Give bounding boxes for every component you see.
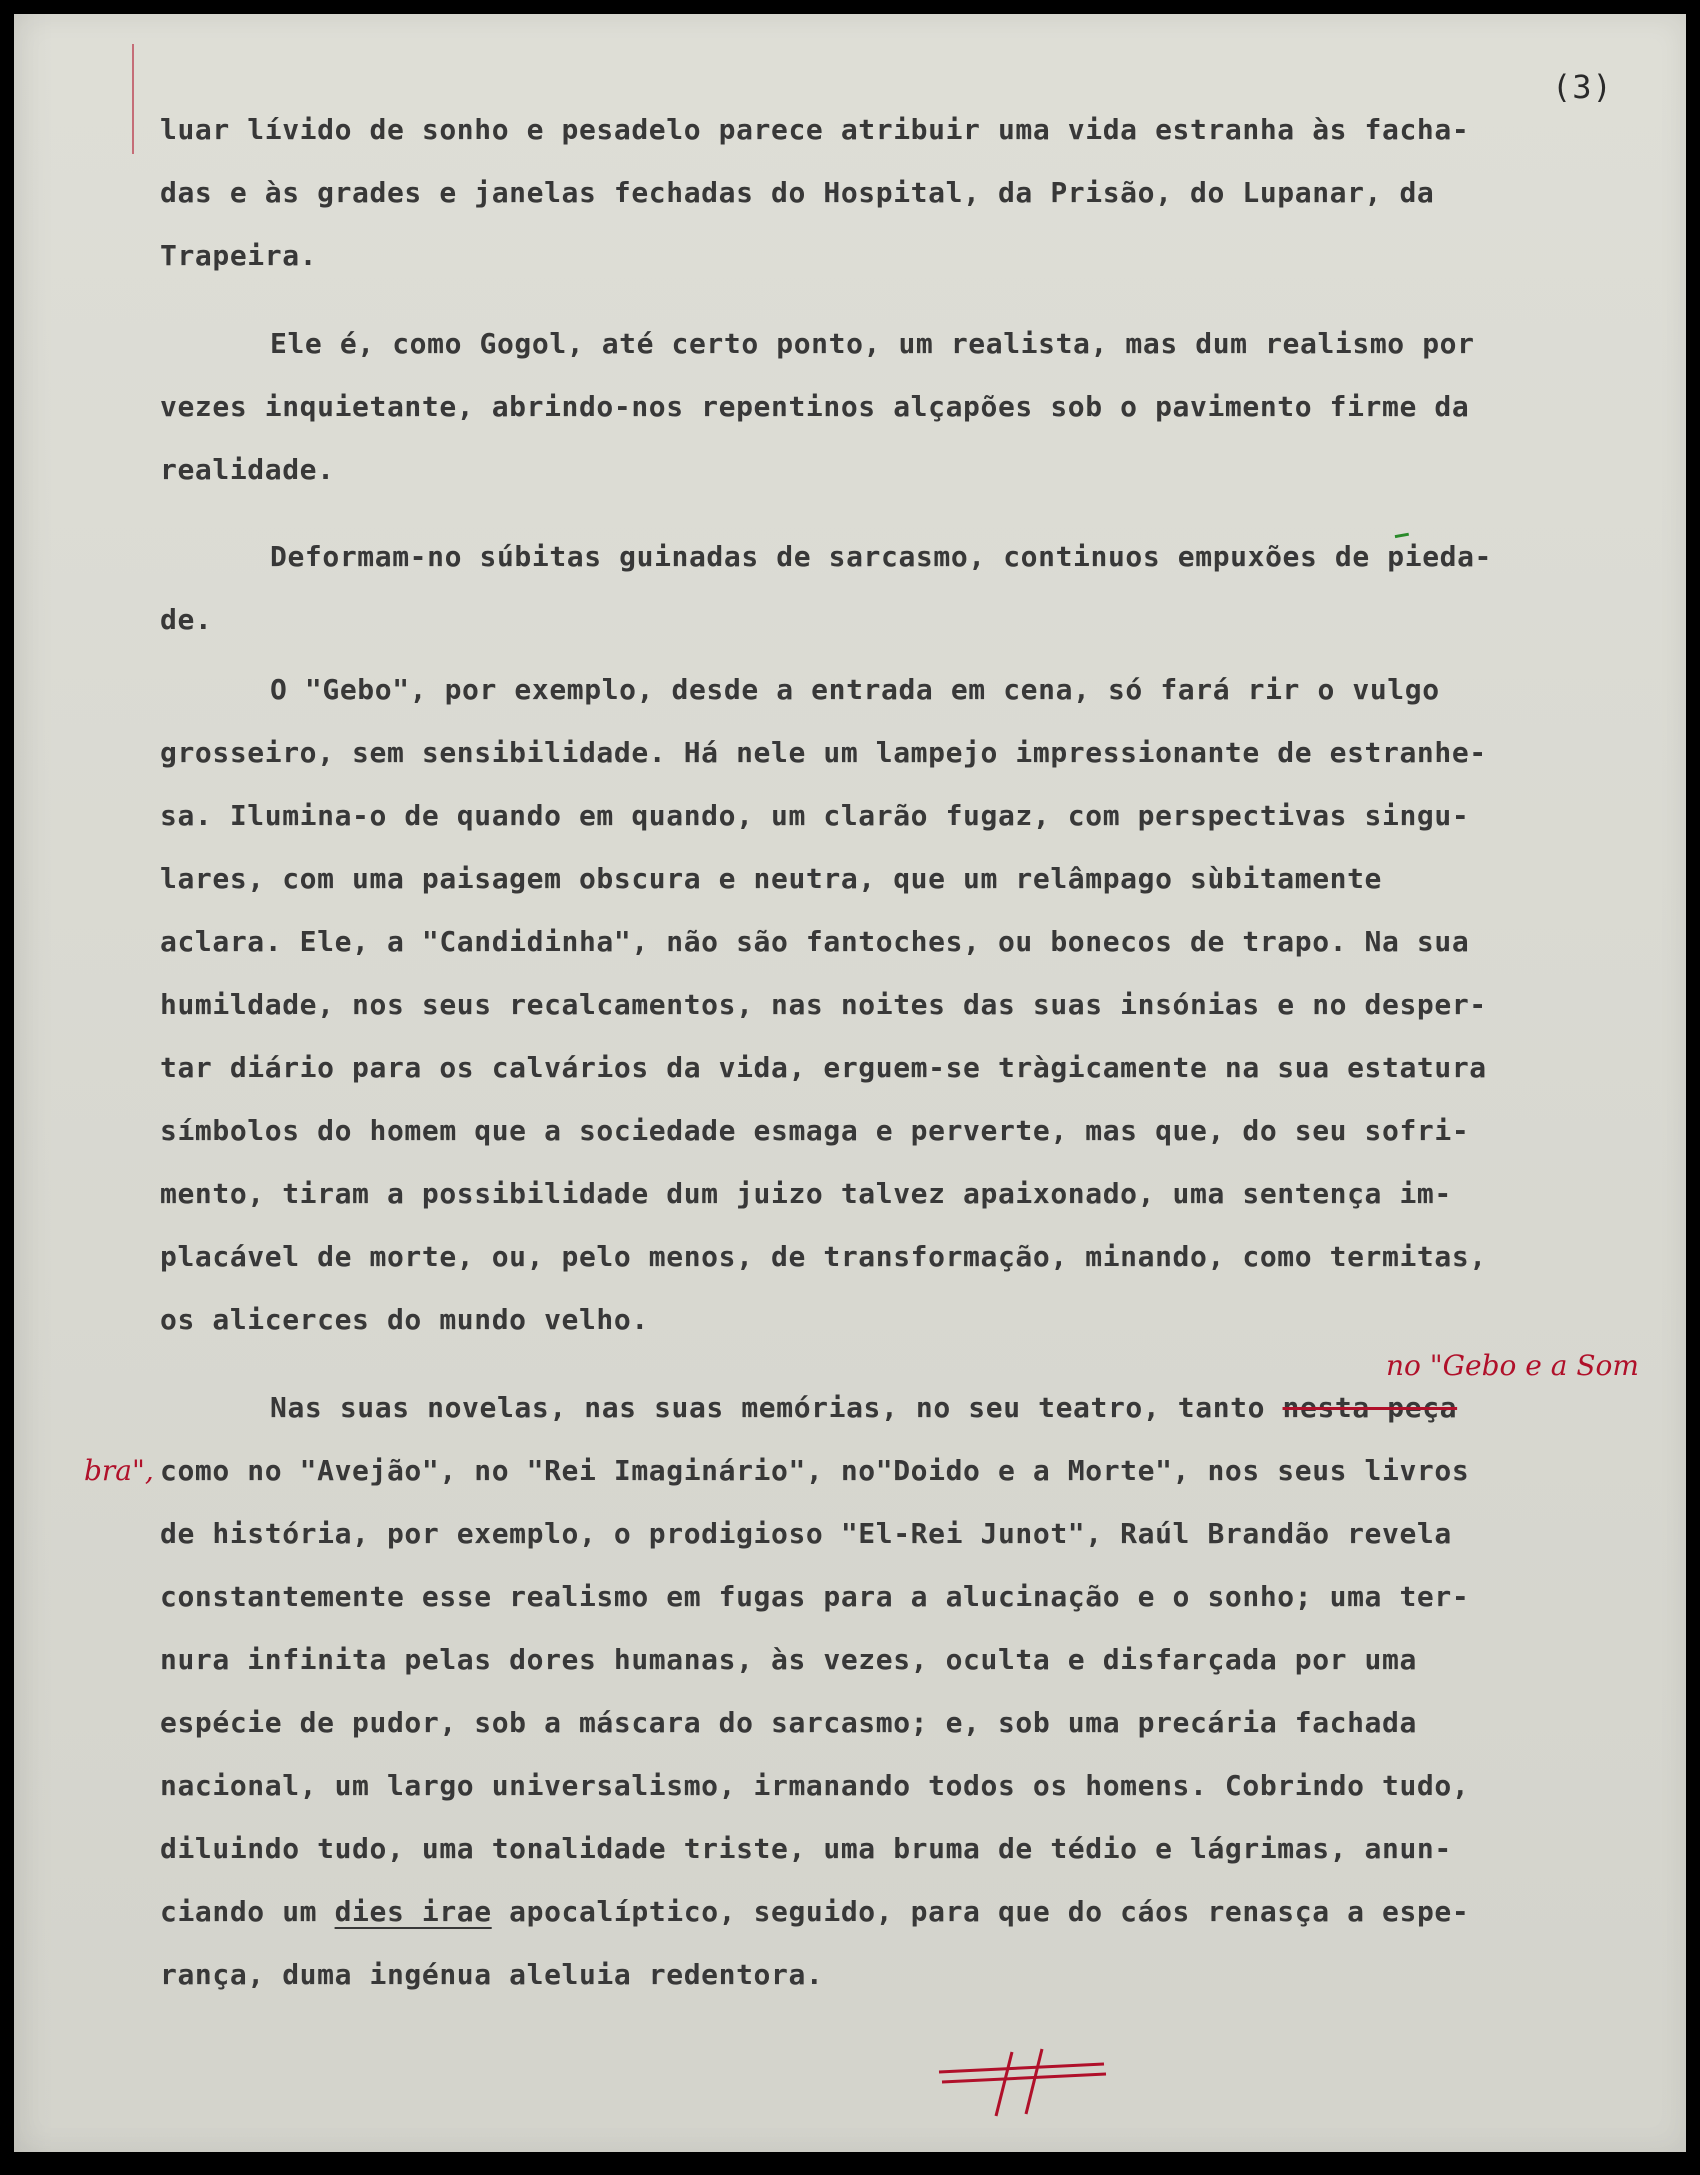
text-line-16: símbolos do homem que a sociedade esmaga e perverte, mas que, do seu sofri-: [160, 1114, 1470, 1147]
text-line-27: diluindo tudo, uma tonalidade triste, uma bruma de tédio e lágrimas, anun-: [160, 1832, 1452, 1865]
text-line-29: rança, duma ingénua aleluia redentora.: [160, 1958, 824, 1991]
text-line-9: O "Gebo", por exemplo, desde a entrada em cena, só fará rir o vulgo: [270, 673, 1440, 706]
text-line-28: [160, 1892, 1469, 1932]
text-line-7: Deformam-no súbitas guinadas de sarcasmo, continuos empuxões de pieda-: [270, 540, 1493, 573]
text-line-17: mento, tiram a possibilidade dum juizo talvez apaixonado, uma sentença im-: [160, 1177, 1452, 1210]
text-line-4: Ele é, como Gogol, até certo ponto, um realista, mas dum realismo por: [270, 327, 1475, 360]
text-line-5: vezes inquietante, abrindo-nos repentinos alçapões sob o pavimento firme da: [160, 390, 1470, 423]
handwritten-insertion-above: no "Gebo e a Som: [1386, 1349, 1639, 1382]
text-line-20-start: Nas suas novelas, nas suas memórias, no seu teatro, tanto: [270, 1391, 1283, 1424]
text-line-21: como no "Avejão", no "Rei Imaginário", no"Doido e a Morte", nos seus livros: [160, 1454, 1470, 1487]
text-line-24: nura infinita pelas dores humanas, às vezes, oculta e disfarçada por uma: [160, 1643, 1417, 1676]
text-line-11: sa. Ilumina-o de quando em quando, um clarão fugaz, com perspectivas singu-: [160, 799, 1470, 832]
text-line-1: luar lívido de sonho e pesadelo parece atribuir uma vida estranha às facha-: [160, 113, 1470, 146]
text-line-23: constantemente esse realismo em fugas para a alucinação e o sonho; uma ter-: [160, 1580, 1470, 1613]
underlined-phrase: dies irae: [334, 1895, 492, 1928]
text-line-8: de.: [160, 603, 213, 636]
text-line-18: placável de morte, ou, pelo menos, de transformação, minando, como termitas,: [160, 1240, 1487, 1273]
green-correction-mark: [1393, 523, 1409, 538]
struck-text: nesta peça: [1282, 1391, 1458, 1424]
text-line-22: de história, por exemplo, o prodigioso "El-Rei Junot", Raúl Brandão revela: [160, 1517, 1452, 1550]
margin-pencil-mark: [132, 44, 140, 154]
text-line-15: tar diário para os calvários da vida, erguem-se tràgicamente na sua estatura: [160, 1051, 1487, 1084]
text-line-14: humildade, nos seus recalcamentos, nas noites das suas insónias e no desper-: [160, 988, 1487, 1021]
manuscript-page: [14, 14, 1686, 2152]
handwritten-margin-insertion: bra",: [84, 1454, 154, 1487]
text-line-25: espécie de pudor, sob a máscara do sarcasmo; e, sob uma precária fachada: [160, 1706, 1417, 1739]
text-line-2: das e às grades e janelas fechadas do Hospital, da Prisão, do Lupanar, da: [160, 176, 1435, 209]
text-line-12: lares, com uma paisagem obscura e neutra, que um relâmpago sùbitamente: [160, 862, 1383, 895]
text-line-13: aclara. Ele, a "Candidinha", não são fantoches, ou bonecos de trapo. Na sua: [160, 925, 1470, 958]
text-line-19: os alicerces do mundo velho.: [160, 1303, 649, 1336]
text-line-28-start: ciando um: [160, 1895, 335, 1928]
text-line-20: [270, 1388, 1457, 1428]
page-number: (3): [1552, 68, 1613, 106]
text-line-6: realidade.: [160, 453, 335, 486]
text-line-10: grosseiro, sem sensibilidade. Há nele um lampejo impressionante de estranhe-: [160, 736, 1487, 769]
end-of-text-mark-icon: [934, 2044, 1114, 2124]
text-line-3: Trapeira.: [160, 239, 318, 272]
text-line-26: nacional, um largo universalismo, irmanando todos os homens. Cobrindo tudo,: [160, 1769, 1470, 1802]
text-line-28-end: apocalíptico, seguido, para que do cáos renasça a espe-: [491, 1895, 1470, 1928]
